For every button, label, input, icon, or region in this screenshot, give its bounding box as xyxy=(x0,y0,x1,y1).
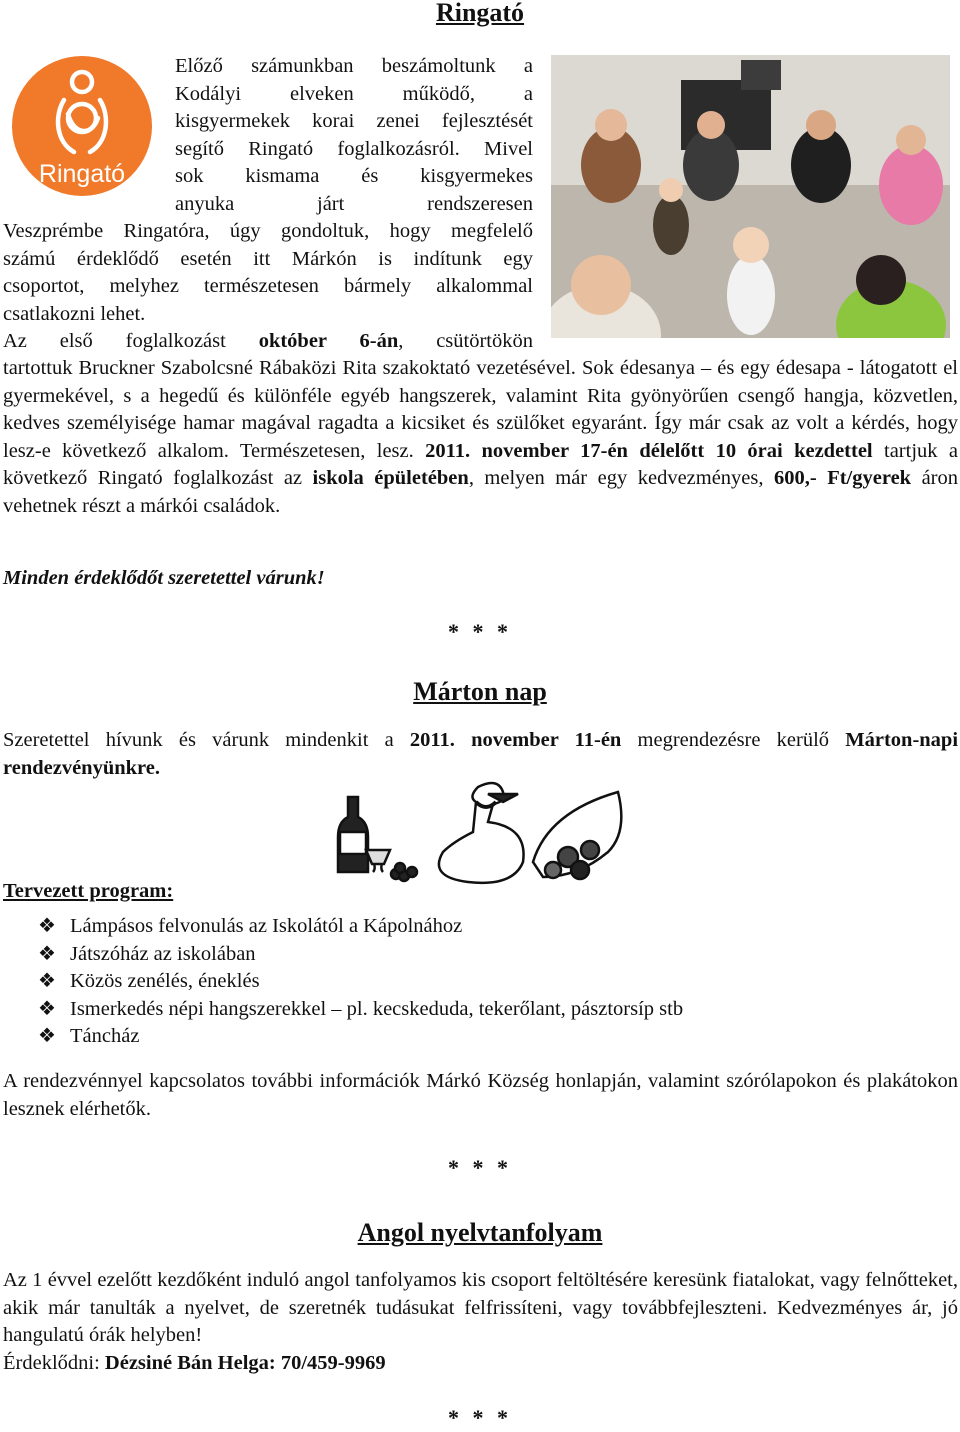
angol-title: Angol nyelvtanfolyam xyxy=(357,1218,603,1247)
intro-line: anyuka járt rendszeresen xyxy=(175,192,533,215)
intro-line: sok kismama és kisgyermekes xyxy=(175,165,533,187)
intro-line: Kodályi elveken működő, a xyxy=(175,82,533,105)
separator: * * * xyxy=(448,619,512,644)
diamond-bullet-icon: ❖ xyxy=(38,915,56,937)
ringato-logo-text: Ringató xyxy=(38,160,126,188)
ringato-body xyxy=(3,355,958,520)
diamond-bullet-icon: ❖ xyxy=(38,997,56,1020)
ringato-title: Ringató xyxy=(435,0,525,27)
ringato-photo xyxy=(551,55,950,338)
ringato-intro xyxy=(175,53,533,218)
program-item: ❖ Táncház xyxy=(0,1023,900,1051)
diamond-bullet-icon: ❖ xyxy=(38,1025,56,1047)
intro-line: Előző számunkban beszámoltunk a xyxy=(175,55,533,77)
ringato-logo xyxy=(4,56,160,196)
angol-contact: Érdeklődni: Dézsiné Bán Helga: 70/459-9969 xyxy=(3,1351,386,1374)
diamond-bullet-icon: ❖ xyxy=(38,942,56,965)
separator: * * * xyxy=(448,1155,512,1180)
wide-line: csatlakozni lehet. xyxy=(3,302,146,325)
program-item: ❖ Ismerkedés népi hangszerekkel – pl. kecskeduda, tekerőlant, pásztorsíp stb xyxy=(0,996,900,1024)
first-session-line: Az első foglalkozást október 6-án, csütörtökön xyxy=(3,330,534,352)
intro-line: segítő Ringató foglalkozásról. Mivel xyxy=(175,137,533,160)
marton-title: Márton nap xyxy=(413,677,547,706)
program-title: Tervezett program: xyxy=(3,880,174,902)
intro-line: kisgyermekek korai zenei fejlesztését xyxy=(175,110,533,132)
wide-line: csoportot, melyhez természetesen bármely alkalommal xyxy=(3,275,533,297)
program-item: ❖ Közös zenélés, éneklés xyxy=(0,968,900,996)
program-list xyxy=(0,913,900,1051)
ringato-invite: Minden érdeklődőt szeretettel várunk! xyxy=(3,567,325,589)
ringato-wide xyxy=(3,218,533,356)
ringato-paragraph: tartottuk Bruckner Szabolcsné Rábaközi Rita szakoktató vezetésével. Sok édesanya – és egy édesapa - látogatott el gyermekével, s a hegedű és különféle egyéb hangszerek, valamint Rita gyönyörűen csengő hangja, közvetlen, kedves személyisége hamar magával ragadta a kicsiket és szülőket egyaránt. Így már csak az volt a kérdés, hogy lesz-e következő alkalom. Természetesen, lesz. 2011. november 17-én délelőtt 10 órai kezdettel tartjuk a következő Ringató foglalkozást az iskola épületében, melyen már egy kedvezményes, 600,- Ft/gyerek áron vehetnek részt a márkói családok. xyxy=(3,357,958,517)
program-item: ❖ Lámpásos felvonulás az Iskolától a Kápolnához xyxy=(0,913,900,941)
program-item: ❖ Játszóház az iskolában xyxy=(0,941,900,969)
separator: * * * xyxy=(448,1405,512,1430)
wide-line: számú érdeklődő esetén itt Márkón is indítunk egy xyxy=(3,247,533,270)
marton-info: A rendezvénnyel kapcsolatos további információk Márkó Község honlapján, valamint szórólapokon és plakátokon lesznek elérhetők. xyxy=(3,1070,958,1120)
wide-line: Veszprémbe Ringatóra, úgy gondoltuk, hogy megfelelő xyxy=(3,220,533,242)
diamond-bullet-icon: ❖ xyxy=(38,970,56,992)
angol-body: Az 1 évvel ezelőtt kezdőként induló angol tanfolyamos kis csoport feltöltésére keresünk fiatalokat, vagy felnőtteket, akik már tanulták a nyelvet, de szeretnék tudásukat felfrissíteni, vagy továbbfejleszteni. Kedvezményes ár, jó hangulatú órák helyben! Érdeklődni: Dézsiné Bán Helga: 70/459-9969 xyxy=(3,1267,958,1377)
marton-paragraph: Szeretettel hívunk és várunk mindenkit a 2011. november 11-én megrendezésre kerülő Márton-napi rendezvényünkre. xyxy=(3,729,959,779)
marton-illustration xyxy=(328,772,628,892)
